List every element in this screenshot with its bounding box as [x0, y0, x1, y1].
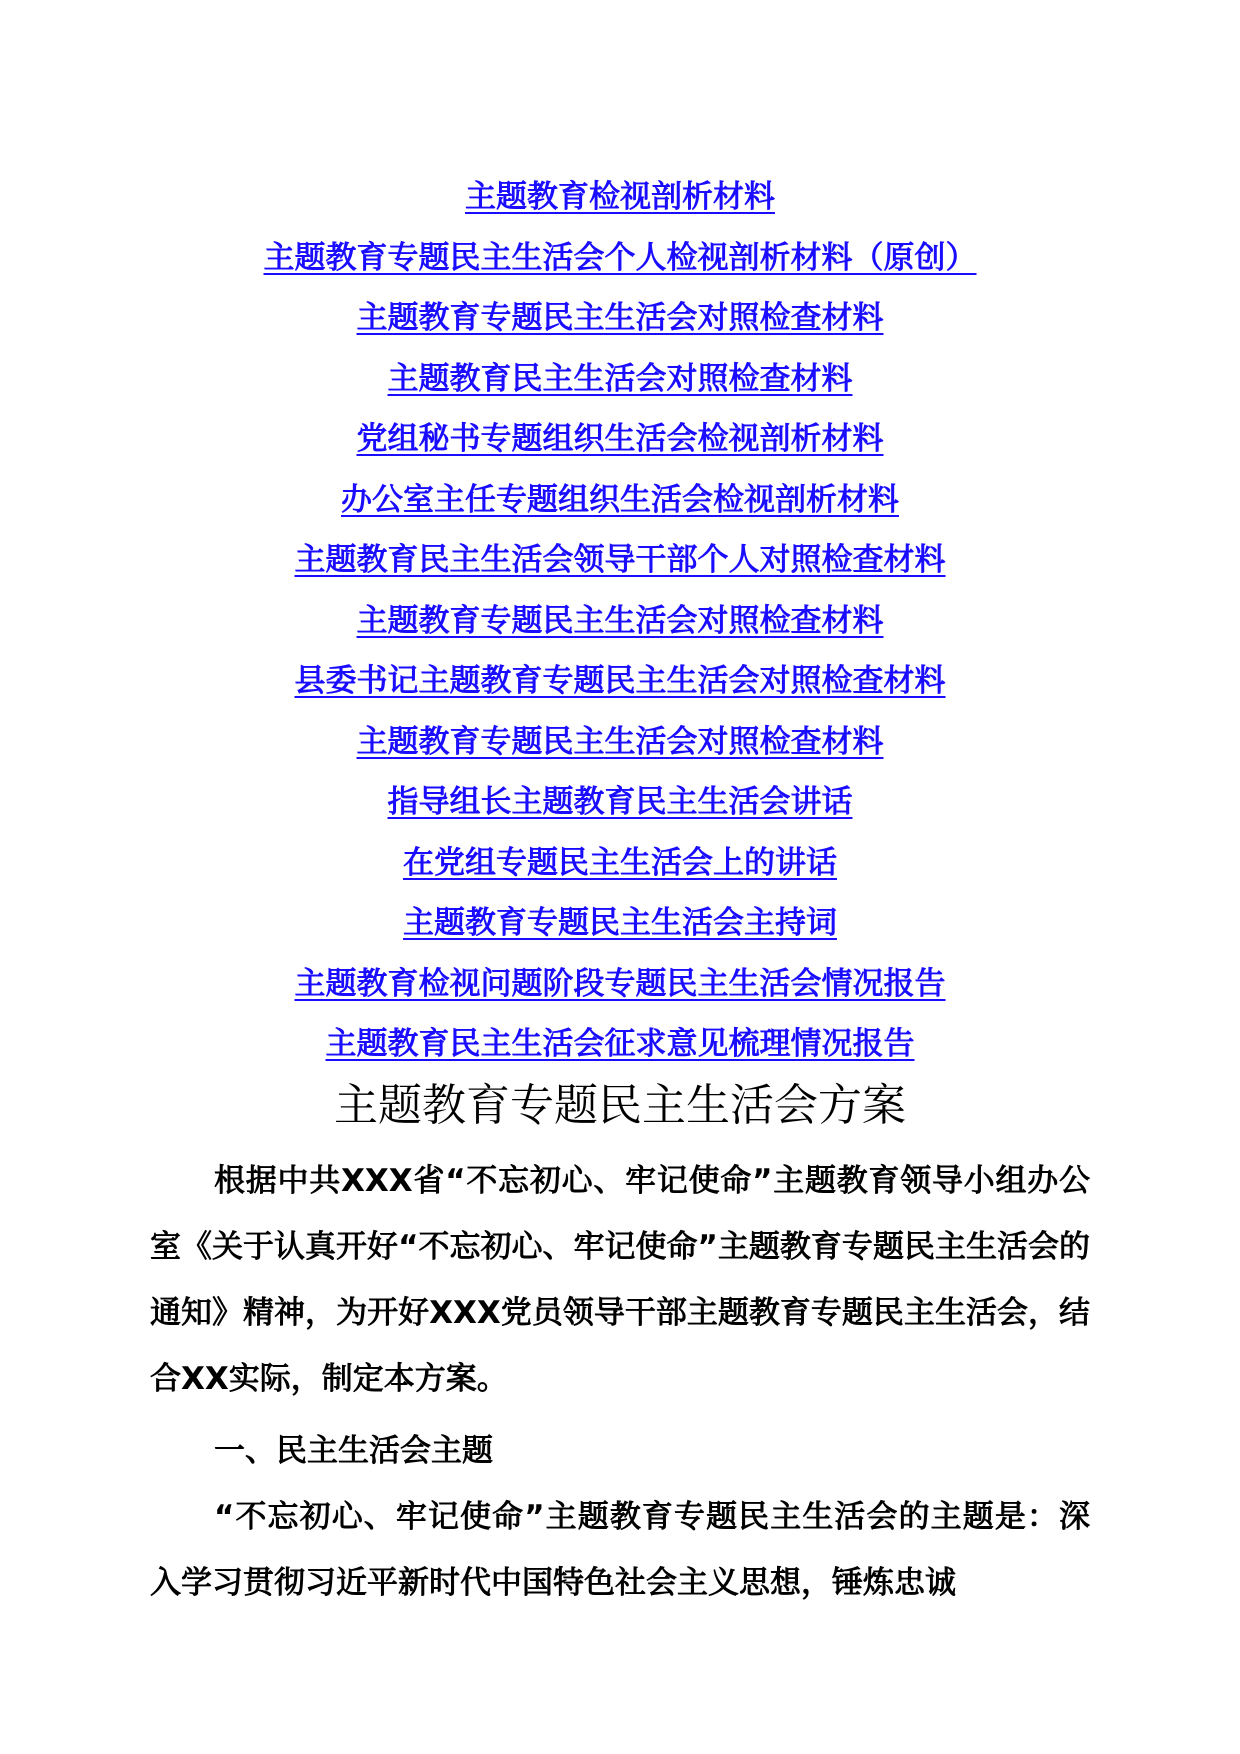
body-paragraph: 根据中共XXX省“不忘初心、牢记使命”主题教育领导小组办公室《关于认真开好“不忘初心、牢记使命”主题教育专题民主生活会的通知》精神，为开好XXX党员领导干部主题教育专题民主生活会，结合XX实际，制定本方案。: [150, 1163, 1090, 1397]
related-link-item: [0, 1022, 1240, 1083]
related-link-item: [0, 901, 1240, 962]
related-link[interactable]: 主题教育专题民主生活会个人检视剖析材料（原创）: [263, 239, 977, 276]
related-link-item: [0, 599, 1240, 660]
body-paragraph: “不忘初心、牢记使命”主题教育专题民主生活会的主题是：深入学习贯彻习近平新时代中国特色社会主义思想，锤炼忠诚: [150, 1499, 1090, 1601]
related-link-item: [0, 417, 1240, 478]
document-title: 主题教育专题民主生活会方案: [334, 1080, 906, 1131]
related-link-item: [0, 478, 1240, 539]
related-link-item: [0, 962, 1240, 1023]
related-link[interactable]: 主题教育检视剖析材料: [465, 179, 775, 215]
related-link[interactable]: 党组秘书专题组织生活会检视剖析材料: [356, 421, 884, 457]
related-link[interactable]: 主题教育专题民主生活会对照检查材料: [356, 602, 884, 639]
related-link[interactable]: 在党组专题民主生活会上的讲话: [403, 844, 837, 881]
related-link[interactable]: 主题教育民主生活会对照检查材料: [387, 360, 853, 397]
related-links-list: [0, 175, 1240, 1083]
related-link[interactable]: 主题教育民主生活会领导干部个人对照检查材料: [294, 542, 946, 578]
related-link[interactable]: 主题教育专题民主生活会对照检查材料: [356, 300, 884, 336]
related-link-item: [0, 780, 1240, 841]
related-link[interactable]: 主题教育专题民主生活会主持词: [403, 905, 837, 941]
document-body: [150, 1148, 1090, 1616]
related-link[interactable]: 主题教育检视问题阶段专题民主生活会情况报告: [294, 965, 946, 1002]
related-link-item: [0, 659, 1240, 720]
related-link-item: [0, 841, 1240, 902]
related-link[interactable]: 主题教育民主生活会征求意见梳理情况报告: [325, 1026, 915, 1062]
related-link[interactable]: 指导组长主题教育民主生活会讲话: [387, 784, 853, 820]
related-link-item: [0, 236, 1240, 297]
related-link-item: [0, 296, 1240, 357]
related-link-item: [0, 720, 1240, 781]
related-link-item: [0, 357, 1240, 418]
related-link[interactable]: 县委书记主题教育专题民主生活会对照检查材料: [294, 663, 946, 699]
related-link-item: [0, 175, 1240, 236]
related-link[interactable]: 主题教育专题民主生活会对照检查材料: [356, 723, 884, 760]
related-link[interactable]: 办公室主任专题组织生活会检视剖析材料: [341, 481, 899, 518]
related-link-item: [0, 538, 1240, 599]
section-heading: 一、民主生活会主题: [214, 1433, 493, 1469]
